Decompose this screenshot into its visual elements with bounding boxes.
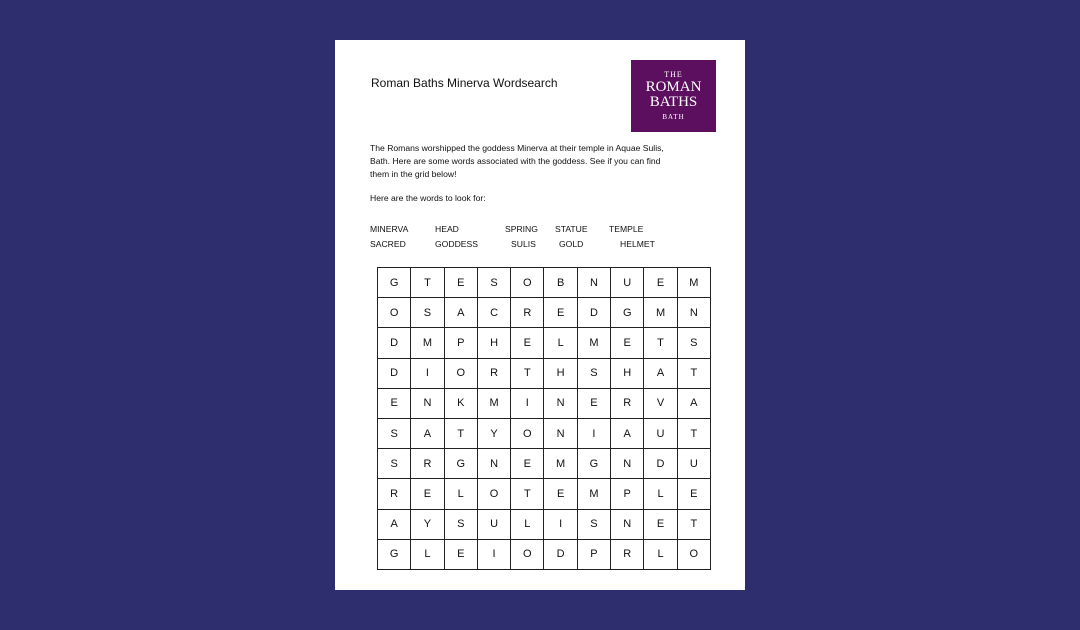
grid-cell[interactable]: P bbox=[444, 328, 477, 358]
grid-cell[interactable]: M bbox=[677, 268, 710, 298]
grid-cell[interactable]: R bbox=[378, 479, 411, 509]
grid-cell[interactable]: L bbox=[411, 539, 444, 569]
grid-cell[interactable]: R bbox=[611, 539, 644, 569]
grid-cell[interactable]: O bbox=[444, 358, 477, 388]
grid-cell[interactable]: E bbox=[544, 298, 577, 328]
grid-cell[interactable]: A bbox=[611, 418, 644, 448]
grid-cell[interactable]: R bbox=[611, 388, 644, 418]
intro-line: Bath. Here are some words associated with the goddess. See if you can find bbox=[370, 156, 661, 166]
intro-paragraph bbox=[370, 142, 715, 181]
grid-cell[interactable]: N bbox=[677, 298, 710, 328]
grid-cell[interactable]: M bbox=[577, 479, 610, 509]
grid-cell[interactable]: E bbox=[444, 539, 477, 569]
grid-row bbox=[378, 298, 711, 328]
grid-row bbox=[378, 358, 711, 388]
grid-cell[interactable]: O bbox=[677, 539, 710, 569]
grid-cell[interactable]: D bbox=[644, 449, 677, 479]
grid-cell[interactable]: S bbox=[477, 268, 510, 298]
grid-cell[interactable]: I bbox=[477, 539, 510, 569]
grid-cell[interactable]: O bbox=[511, 268, 544, 298]
roman-baths-logo bbox=[631, 60, 716, 132]
grid-cell[interactable]: L bbox=[644, 479, 677, 509]
grid-cell[interactable]: E bbox=[511, 328, 544, 358]
word-item: HEAD bbox=[435, 224, 459, 234]
grid-cell[interactable]: L bbox=[444, 479, 477, 509]
grid-cell[interactable]: L bbox=[511, 509, 544, 539]
grid-cell[interactable]: S bbox=[577, 509, 610, 539]
grid-row bbox=[378, 539, 711, 569]
grid-row bbox=[378, 268, 711, 298]
grid-cell[interactable]: B bbox=[544, 268, 577, 298]
grid-cell[interactable]: N bbox=[544, 388, 577, 418]
grid-cell[interactable]: T bbox=[644, 328, 677, 358]
grid-cell[interactable]: H bbox=[611, 358, 644, 388]
grid-row bbox=[378, 479, 711, 509]
grid-cell[interactable]: R bbox=[477, 358, 510, 388]
grid-cell[interactable]: M bbox=[477, 388, 510, 418]
grid-cell[interactable]: S bbox=[677, 328, 710, 358]
grid-cell[interactable]: E bbox=[677, 479, 710, 509]
logo-line-the: THE bbox=[664, 70, 683, 79]
grid-cell[interactable]: H bbox=[544, 358, 577, 388]
grid-cell[interactable]: M bbox=[544, 449, 577, 479]
grid-cell[interactable]: R bbox=[411, 449, 444, 479]
grid-cell[interactable]: L bbox=[544, 328, 577, 358]
grid-cell[interactable]: S bbox=[411, 298, 444, 328]
grid-cell[interactable]: V bbox=[644, 388, 677, 418]
grid-cell[interactable]: E bbox=[511, 449, 544, 479]
grid-cell[interactable]: E bbox=[378, 388, 411, 418]
grid-cell[interactable]: N bbox=[411, 388, 444, 418]
grid-cell[interactable]: H bbox=[477, 328, 510, 358]
grid-cell[interactable]: U bbox=[644, 418, 677, 448]
grid-cell[interactable]: G bbox=[444, 449, 477, 479]
grid-cell[interactable]: I bbox=[511, 388, 544, 418]
grid-cell[interactable]: E bbox=[577, 388, 610, 418]
grid-cell[interactable]: M bbox=[577, 328, 610, 358]
logo-line-roman: ROMAN bbox=[645, 79, 702, 95]
grid-cell[interactable]: C bbox=[477, 298, 510, 328]
grid-cell[interactable]: A bbox=[378, 509, 411, 539]
grid-cell[interactable]: U bbox=[477, 509, 510, 539]
grid-cell[interactable]: E bbox=[444, 268, 477, 298]
grid-cell[interactable]: R bbox=[511, 298, 544, 328]
grid-cell[interactable]: U bbox=[611, 268, 644, 298]
grid-cell[interactable]: M bbox=[644, 298, 677, 328]
grid-cell[interactable]: E bbox=[644, 268, 677, 298]
word-item: SPRING bbox=[505, 224, 538, 234]
grid-cell[interactable]: A bbox=[411, 418, 444, 448]
word-item: TEMPLE bbox=[609, 224, 644, 234]
grid-cell[interactable]: A bbox=[444, 298, 477, 328]
word-item: MINERVA bbox=[370, 224, 409, 234]
worksheet-title: Roman Baths Minerva Wordsearch bbox=[371, 76, 558, 90]
grid-cell[interactable]: E bbox=[611, 328, 644, 358]
grid-cell[interactable]: D bbox=[378, 358, 411, 388]
grid-cell[interactable]: E bbox=[644, 509, 677, 539]
grid-cell[interactable]: T bbox=[677, 358, 710, 388]
grid-cell[interactable]: S bbox=[577, 358, 610, 388]
logo-line-baths: BATHS bbox=[649, 94, 698, 110]
grid-cell[interactable]: Y bbox=[477, 418, 510, 448]
grid-cell[interactable]: O bbox=[477, 479, 510, 509]
grid-cell[interactable]: T bbox=[444, 418, 477, 448]
word-item: GOLD bbox=[559, 239, 584, 249]
grid-cell[interactable]: K bbox=[444, 388, 477, 418]
grid-cell[interactable]: I bbox=[544, 509, 577, 539]
word-item: SULIS bbox=[511, 239, 536, 249]
grid-cell[interactable]: N bbox=[477, 449, 510, 479]
grid-cell[interactable]: G bbox=[378, 539, 411, 569]
intro-line: The Romans worshipped the goddess Minerva at their temple in Aquae Sulis, bbox=[370, 143, 664, 153]
intro-line: them in the grid below! bbox=[370, 169, 457, 179]
grid-cell[interactable]: A bbox=[644, 358, 677, 388]
grid-row bbox=[378, 509, 711, 539]
grid-cell[interactable]: T bbox=[677, 509, 710, 539]
grid-row bbox=[378, 418, 711, 448]
grid-cell[interactable]: E bbox=[544, 479, 577, 509]
grid-cell[interactable]: N bbox=[544, 418, 577, 448]
grid-cell[interactable]: T bbox=[511, 479, 544, 509]
grid-cell[interactable]: I bbox=[411, 358, 444, 388]
grid-row bbox=[378, 328, 711, 358]
grid-cell[interactable]: G bbox=[378, 268, 411, 298]
grid-cell[interactable]: N bbox=[577, 268, 610, 298]
grid-cell[interactable]: L bbox=[644, 539, 677, 569]
grid-cell[interactable]: T bbox=[411, 268, 444, 298]
grid-cell[interactable]: E bbox=[411, 479, 444, 509]
grid-cell[interactable]: S bbox=[444, 509, 477, 539]
grid-cell[interactable]: M bbox=[411, 328, 444, 358]
grid-cell[interactable]: T bbox=[677, 418, 710, 448]
grid-cell[interactable]: S bbox=[378, 449, 411, 479]
look-for-label: Here are the words to look for: bbox=[370, 193, 486, 203]
grid-cell[interactable]: Y bbox=[411, 509, 444, 539]
grid-cell[interactable]: P bbox=[577, 539, 610, 569]
grid-cell[interactable]: S bbox=[378, 418, 411, 448]
grid-cell[interactable]: N bbox=[611, 449, 644, 479]
grid-cell[interactable]: O bbox=[511, 418, 544, 448]
grid-cell[interactable]: D bbox=[544, 539, 577, 569]
word-item: GODDESS bbox=[435, 239, 478, 249]
grid-cell[interactable]: G bbox=[577, 449, 610, 479]
grid-cell[interactable]: A bbox=[677, 388, 710, 418]
grid-cell[interactable]: O bbox=[511, 539, 544, 569]
worksheet-page bbox=[335, 40, 745, 590]
word-item: HELMET bbox=[620, 239, 655, 249]
grid-cell[interactable]: U bbox=[677, 449, 710, 479]
grid-row bbox=[378, 388, 711, 418]
grid-cell[interactable]: D bbox=[378, 328, 411, 358]
wordsearch-grid bbox=[377, 267, 711, 570]
grid-cell[interactable]: G bbox=[611, 298, 644, 328]
grid-cell[interactable]: D bbox=[577, 298, 610, 328]
word-item: SACRED bbox=[370, 239, 406, 249]
grid-cell[interactable]: O bbox=[378, 298, 411, 328]
grid-cell[interactable]: N bbox=[611, 509, 644, 539]
grid-cell[interactable]: P bbox=[611, 479, 644, 509]
grid-cell[interactable]: I bbox=[577, 418, 610, 448]
logo-line-bath: BATH bbox=[662, 113, 685, 121]
grid-row bbox=[378, 449, 711, 479]
grid-cell[interactable]: T bbox=[511, 358, 544, 388]
word-item: STATUE bbox=[555, 224, 588, 234]
